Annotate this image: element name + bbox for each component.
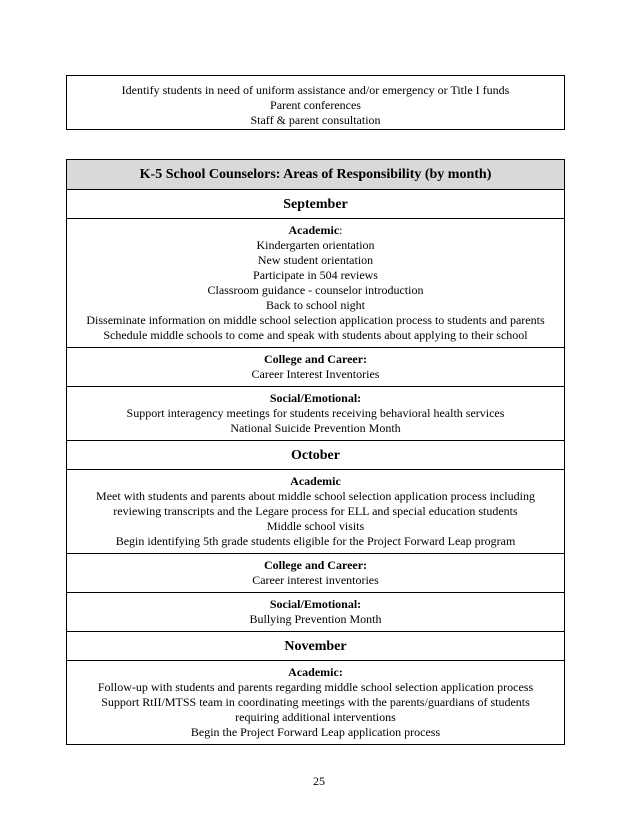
list-item: Participate in 504 reviews <box>253 268 378 282</box>
list-item: Support RtII/MTSS team in coordinating meetings with the parents/guardians of students <box>101 695 530 709</box>
list-item: Kindergarten orientation <box>256 238 375 252</box>
list-item: Schedule middle schools to come and speak with students about applying to their school <box>103 328 528 342</box>
november-academic <box>67 660 564 744</box>
responsibility-table <box>66 159 565 745</box>
september-academic <box>67 218 564 347</box>
october-academic <box>67 469 564 553</box>
list-item: Follow-up with students and parents regarding middle school selection application process <box>97 680 534 694</box>
september-career <box>67 347 564 386</box>
table-header: K-5 School Counselors: Areas of Responsibility (by month) <box>67 160 564 189</box>
list-item: Begin the Project Forward Leap application process <box>190 725 441 739</box>
list-item: Career interest inventories <box>252 573 379 587</box>
page-number: 25 <box>313 774 325 788</box>
list-item: Disseminate information on middle school selection application process to students and parents <box>86 313 545 327</box>
october-social-title: Social/Emotional: <box>269 597 362 611</box>
month-october: October <box>67 440 564 469</box>
month-november: November <box>67 631 564 660</box>
list-item: reviewing transcripts and the Legare process for ELL and special education students <box>113 504 518 518</box>
list-item: Back to school night <box>266 298 365 312</box>
october-social <box>67 592 564 631</box>
list-item: Classroom guidance - counselor introduction <box>207 283 424 297</box>
top-line-1: Identify students in need of uniform assistance and/or emergency or Title I funds <box>121 83 510 97</box>
list-item: New student orientation <box>257 253 374 267</box>
top-line-2: Parent conferences <box>270 98 361 112</box>
september-academic-title: Academic: <box>288 223 343 237</box>
october-career <box>67 553 564 592</box>
top-line-3: Staff & parent consultation <box>250 113 381 127</box>
list-item: National Suicide Prevention Month <box>230 421 401 435</box>
list-item: Bullying Prevention Month <box>249 612 382 626</box>
october-academic-title: Academic <box>290 474 341 488</box>
september-social <box>67 386 564 440</box>
september-social-title: Social/Emotional: <box>269 391 362 405</box>
top-continuation-box <box>66 75 565 130</box>
list-item: Meet with students and parents about middle school selection application process including <box>96 489 535 503</box>
october-career-title: College and Career: <box>263 558 368 572</box>
list-item: Support interagency meetings for students receiving behavioral health services <box>126 406 505 420</box>
list-item: requiring additional interventions <box>235 710 396 724</box>
month-september: September <box>67 189 564 218</box>
september-career-title: College and Career: <box>263 352 368 366</box>
list-item: Begin identifying 5th grade students eligible for the Project Forward Leap program <box>115 534 516 548</box>
list-item: Middle school visits <box>266 519 365 533</box>
list-item: Career Interest Inventories <box>251 367 380 381</box>
november-academic-title: Academic: <box>288 665 343 679</box>
